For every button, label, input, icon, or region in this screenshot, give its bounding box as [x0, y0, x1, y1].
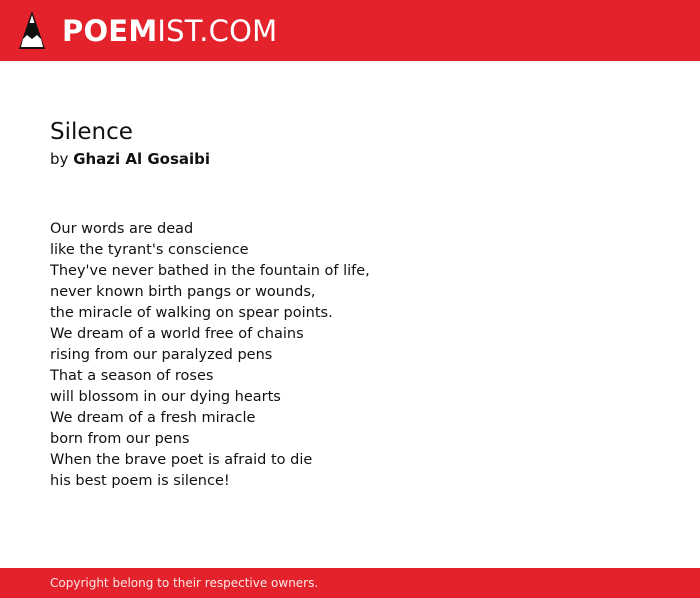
poem-line: Our words are dead [50, 221, 194, 237]
poem-line: They've never bathed in the fountain of life, [50, 263, 370, 279]
brand-bold: POEM [62, 14, 158, 48]
poem-title: Silence [50, 119, 133, 145]
site-logo-text[interactable] [62, 13, 277, 49]
poem-line: We dream of a world free of chains [50, 326, 304, 342]
pencil-icon[interactable] [18, 9, 46, 51]
by-label: by [50, 150, 69, 168]
poem-body [50, 219, 370, 492]
poem-line: We dream of a fresh miracle [50, 410, 256, 426]
poem-line: the miracle of walking on spear points. [50, 305, 333, 321]
poem-line: That a season of roses [50, 368, 214, 384]
byline [50, 149, 210, 169]
poem-line: his best poem is silence! [50, 473, 230, 489]
brand-light: IST.COM [157, 14, 278, 48]
copyright-text: Copyright belong to their respective owners. [50, 576, 319, 590]
poem-line: never known birth pangs or wounds, [50, 284, 316, 300]
poem-line: rising from our paralyzed pens [50, 347, 273, 363]
footer-bar [0, 568, 700, 598]
author-name[interactable]: Ghazi Al Gosaibi [73, 150, 211, 168]
poem-line: born from our pens [50, 431, 190, 447]
poem-line: When the brave poet is afraid to die [50, 452, 313, 468]
header-bar [0, 0, 700, 61]
poem-line: will blossom in our dying hearts [50, 389, 281, 405]
poem-line: like the tyrant's conscience [50, 242, 249, 258]
